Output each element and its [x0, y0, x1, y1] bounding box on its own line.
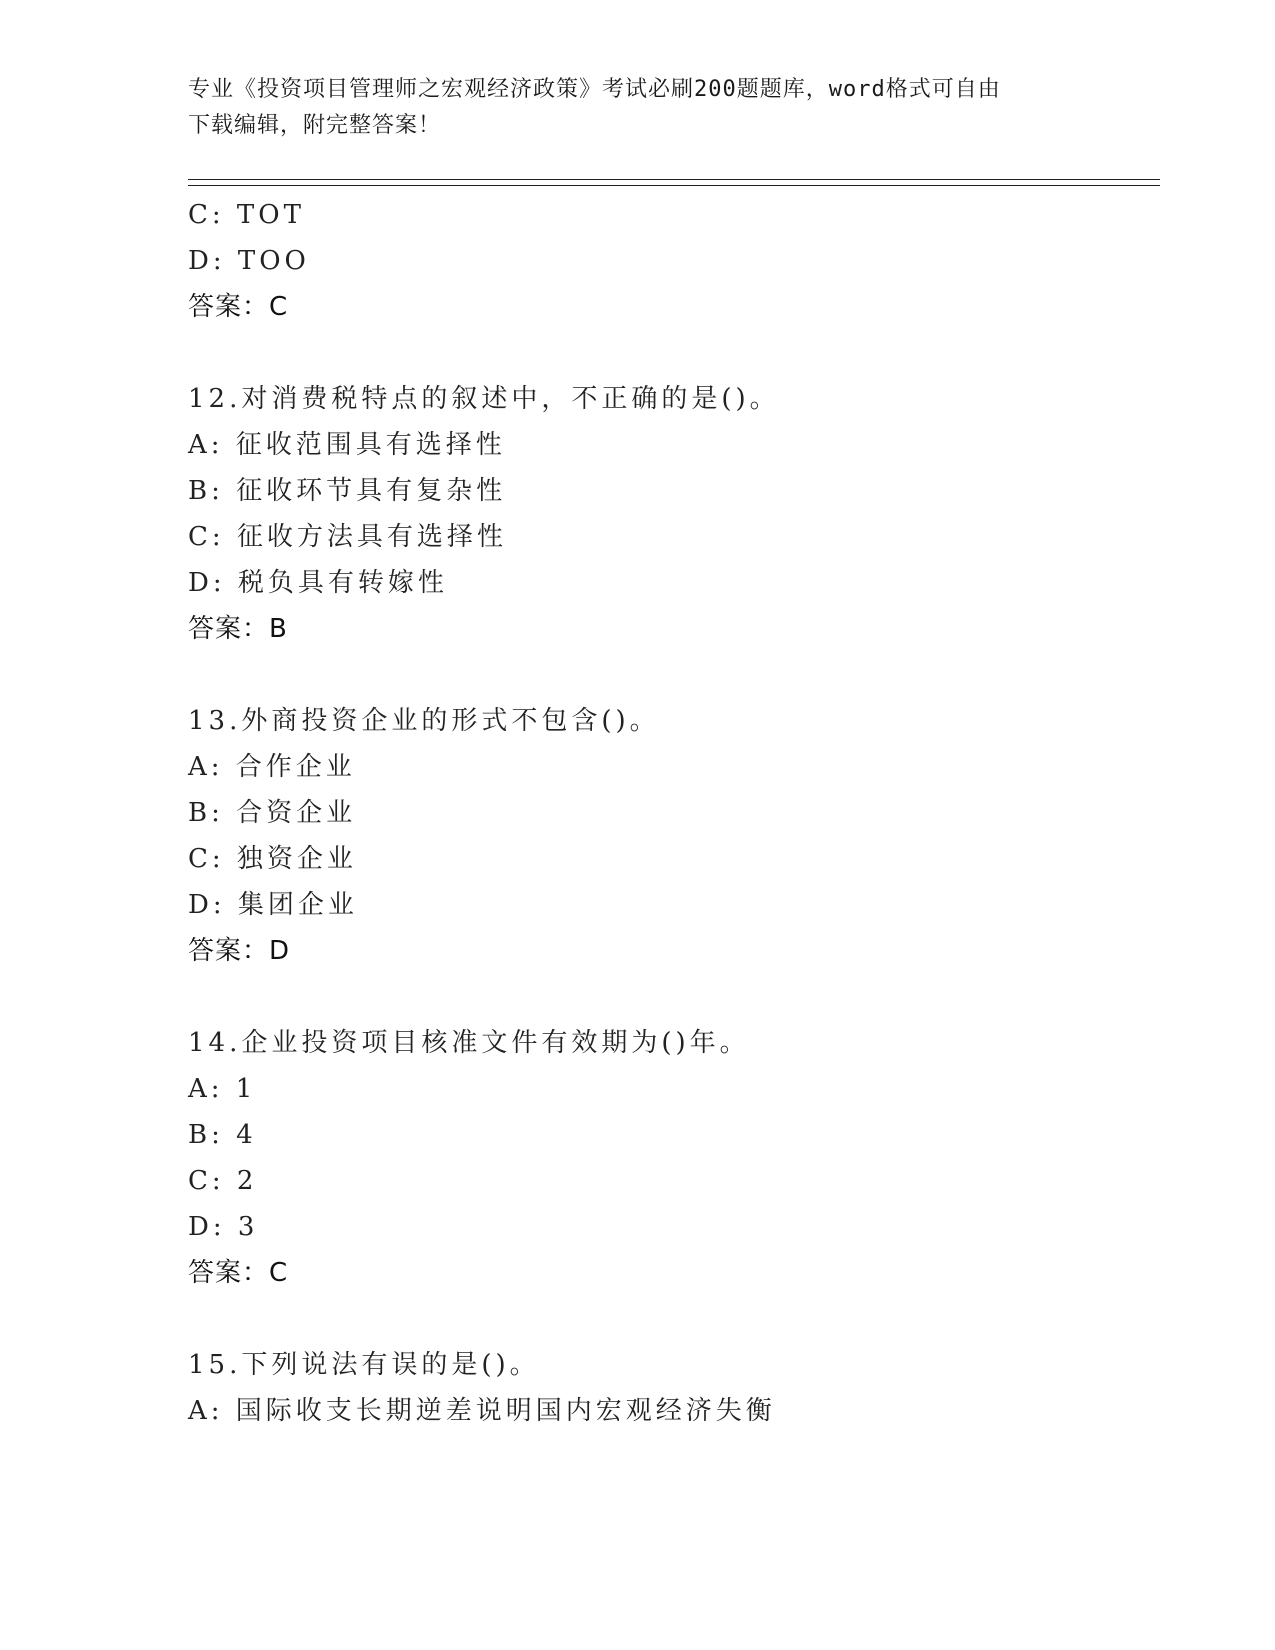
document-header: [188, 72, 1088, 144]
question-spacer: [188, 1296, 1160, 1342]
option-d: D: 税负具有转嫁性: [188, 568, 448, 598]
answer-line: 答案：D: [188, 936, 291, 966]
question-stem: 12.对消费税特点的叙述中，不正确的是()。: [188, 384, 780, 414]
answer-line: 答案：B: [188, 614, 288, 644]
question-spacer: [188, 330, 1160, 376]
option-d: D: 3: [188, 1212, 259, 1242]
option-c: C: 征收方法具有选择性: [188, 522, 507, 552]
question-12: [188, 376, 1160, 652]
option-c: C: 2: [188, 1166, 258, 1196]
header-line-2: 下载编辑，附完整答案！: [188, 113, 442, 138]
question-content: [188, 192, 1160, 1434]
question-stem: 13.外商投资企业的形式不包含()。: [188, 706, 660, 736]
option-a: A: 合作企业: [188, 752, 356, 782]
header-line-1: 专业《投资项目管理师之宏观经济政策》考试必刷200题题库，word格式可自由: [188, 77, 1001, 102]
question-14: [188, 1020, 1160, 1296]
question-spacer: [188, 652, 1160, 698]
header-divider-top: [188, 179, 1160, 180]
option-c: C: 独资企业: [188, 844, 357, 874]
option-c: C: TOT: [188, 200, 305, 230]
answer-line: 答案：C: [188, 292, 289, 322]
answer-line: 答案：C: [188, 1258, 289, 1288]
option-b: B: 合资企业: [188, 798, 357, 828]
question-stem: 14.企业投资项目核准文件有效期为()年。: [188, 1028, 750, 1058]
option-a: A: 国际收支长期逆差说明国内宏观经济失衡: [188, 1396, 776, 1426]
option-a: A: 1: [188, 1074, 257, 1104]
question-spacer: [188, 974, 1160, 1020]
question-15: [188, 1342, 1160, 1434]
question-13: [188, 698, 1160, 974]
question-11-tail: [188, 192, 1160, 330]
question-stem: 15.下列说法有误的是()。: [188, 1350, 540, 1380]
option-d: D: TOO: [188, 246, 310, 276]
header-divider-bottom: [188, 185, 1160, 186]
option-b: B: 4: [188, 1120, 257, 1150]
option-a: A: 征收范围具有选择性: [188, 430, 506, 460]
option-b: B: 征收环节具有复杂性: [188, 476, 507, 506]
option-d: D: 集团企业: [188, 890, 358, 920]
